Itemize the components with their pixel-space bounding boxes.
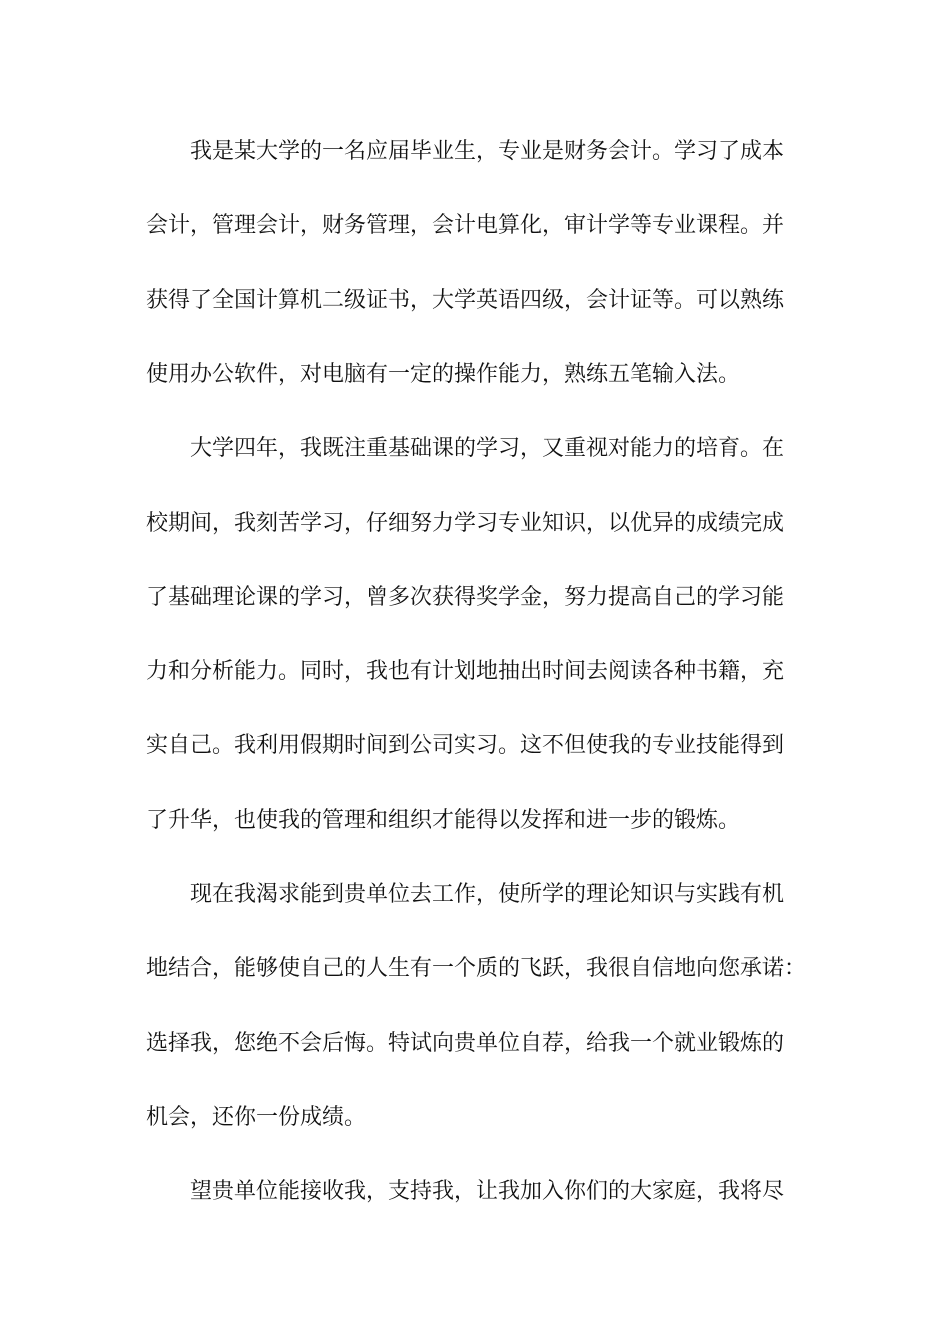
paragraph-3-line-4: 机会，还你一份成绩。 [146,1105,367,1130]
paragraph-2-line-1: 大学四年，我既注重基础课的学习，又重视对能力的培育。在 [190,436,785,461]
paragraph-3-line-2: 地结合，能够使自己的人生有一个质的飞跃，我很自信地向您承诺： [146,956,807,981]
paragraph-4-line-1: 望贵单位能接收我，支持我，让我加入你们的大家庭，我将尽 [190,1179,785,1204]
paragraph-1-line-1: 我是某大学的一名应届毕业生，专业是财务会计。学习了成本 [190,139,785,164]
paragraph-2-line-6: 了升华，也使我的管理和组织才能得以发挥和进一步的锻炼。 [146,808,741,833]
paragraph-2-line-2: 校期间，我刻苦学习，仔细努力学习专业知识，以优异的成绩完成 [146,511,785,536]
paragraph-1-line-3: 获得了全国计算机二级证书，大学英语四级，会计证等。可以熟练 [146,288,785,313]
paragraph-3-line-1: 现在我渴求能到贵单位去工作，使所学的理论知识与实践有机 [190,882,785,907]
paragraph-2-line-4: 力和分析能力。同时，我也有计划地抽出时间去阅读各种书籍，充 [146,659,785,684]
paragraph-2-line-3: 了基础理论课的学习，曾多次获得奖学金，努力提高自己的学习能 [146,585,785,610]
paragraph-1-line-2: 会计，管理会计，财务管理，会计电算化，审计学等专业课程。并 [146,213,785,238]
paragraph-2-line-5: 实自己。我利用假期时间到公司实习。这不但使我的专业技能得到 [146,733,785,758]
paragraph-3-line-3: 选择我，您绝不会后悔。特试向贵单位自荐，给我一个就业锻炼的 [146,1031,785,1056]
paragraph-1-line-4: 使用办公软件，对电脑有一定的操作能力，熟练五笔输入法。 [146,362,741,387]
